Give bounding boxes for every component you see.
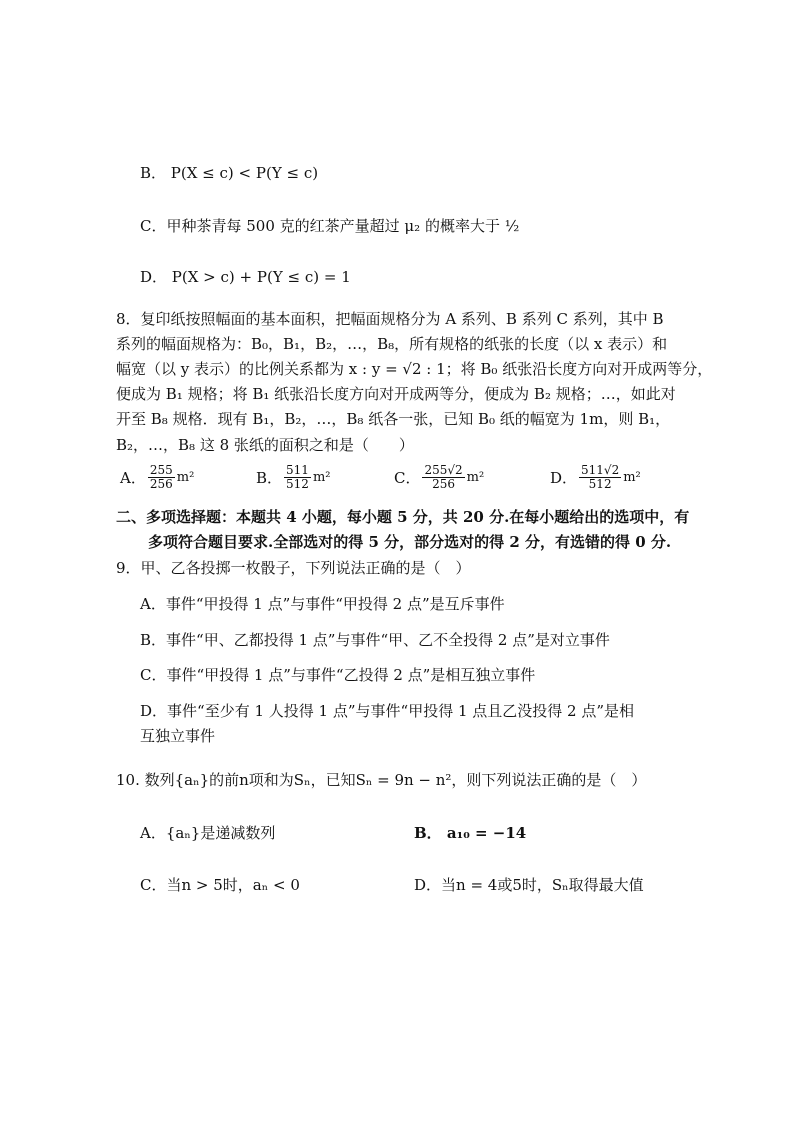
q8-stem-line-1: 8．复印纸按照幅面的基本面积，把幅面规格分为 A 系列、B 系列 C 系列，其中 B bbox=[116, 310, 664, 328]
q9-option-c: C．事件“甲投得 1 点”与事件“乙投得 2 点”是相互独立事件 bbox=[140, 666, 536, 684]
q10-stem: 10. 数列{aₙ}的前n项和为Sₙ，已知Sₙ = 9n − n²，则下列说法正确的是（ ） bbox=[116, 771, 647, 789]
section-2-heading-line-2: 多项符合题目要求.全部选对的得 5 分，部分选对的得 2 分，有选错的得 0 分. bbox=[148, 533, 672, 551]
q9-stem: 9．甲、乙各投掷一枚骰子，下列说法正确的是（ ） bbox=[116, 559, 471, 577]
q8-option-c-fraction bbox=[422, 464, 464, 491]
q8-option-b-label: B． bbox=[256, 469, 283, 487]
q8-option-a bbox=[120, 464, 256, 491]
q8-option-a-numerator: 255 bbox=[149, 463, 173, 477]
q8-option-b-fraction bbox=[284, 464, 311, 491]
q8-option-d-fraction bbox=[579, 464, 621, 491]
q8-option-a-unit: m² bbox=[176, 470, 195, 485]
q9-option-d-line-1: D．事件“至少有 1 人投得 1 点”与事件“甲投得 1 点且乙没投得 2 点”是相 bbox=[140, 702, 635, 720]
q8-stem-line-5: 开至 B₈ 规格．现有 B₁，B₂，…，B₈ 纸各一张，已知 B₀ 纸的幅宽为 1m，则 B₁， bbox=[116, 410, 671, 428]
q7-option-c: C．甲种茶青每 500 克的红茶产量超过 μ₂ 的概率大于 ½ bbox=[140, 217, 520, 235]
q7-option-b: B． P(X ≤ c) < P(Y ≤ c) bbox=[140, 164, 319, 182]
q8-option-a-fraction bbox=[148, 464, 175, 491]
q8-option-d-numerator: 511√2 bbox=[581, 463, 620, 477]
q8-option-b bbox=[256, 464, 394, 491]
q8-option-a-label: A． bbox=[120, 469, 146, 487]
section-2-heading-line-1: 二、多项选择题：本题共 4 小题，每小题 5 分，共 20 分.在每小题给出的选项中，有 bbox=[116, 508, 690, 526]
q8-option-b-numerator: 511 bbox=[286, 463, 309, 477]
q9-option-a: A．事件“甲投得 1 点”与事件“甲投得 2 点”是互斥事件 bbox=[140, 595, 505, 613]
q8-option-d-label: D． bbox=[550, 469, 578, 487]
q10-option-d: D．当n = 4或5时，Sₙ取得最大值 bbox=[414, 876, 644, 894]
q8-option-d-unit: m² bbox=[623, 470, 641, 485]
q8-stem-line-3: 幅宽（以 y 表示）的比例关系都为 x : y = √2 : 1；将 B₀ 纸张沿长度方向对开成两等分， bbox=[116, 360, 713, 378]
q8-option-c bbox=[394, 464, 550, 491]
q8-option-b-denominator: 512 bbox=[286, 477, 309, 491]
q8-option-d bbox=[550, 464, 641, 491]
q8-option-a-denominator: 256 bbox=[149, 477, 173, 491]
q8-option-c-denominator: 256 bbox=[432, 477, 456, 491]
q10-option-a: A．{aₙ}是递减数列 bbox=[140, 824, 276, 842]
q8-stem-line-6: B₂，…，B₈ 这 8 张纸的面积之和是（ ） bbox=[116, 436, 414, 454]
q8-option-c-unit: m² bbox=[466, 470, 485, 485]
q8-option-c-numerator: 255√2 bbox=[424, 463, 463, 477]
q7-option-d: D． P(X > c) + P(Y ≤ c) = 1 bbox=[140, 268, 351, 286]
q8-option-b-unit: m² bbox=[312, 470, 331, 485]
q8-stem-line-4: 便成为 B₁ 规格；将 B₁ 纸张沿长度方向对开成两等分，便成为 B₂ 规格；…，如此对 bbox=[116, 385, 676, 403]
q10-option-b: B． a₁₀ = −14 bbox=[414, 824, 527, 842]
q8-stem-line-2: 系列的幅面规格为：B₀，B₁，B₂，…，B₈，所有规格的纸张的长度（以 x 表示）和 bbox=[116, 335, 668, 353]
q9-option-d-line-2: 互独立事件 bbox=[140, 727, 216, 745]
q9-option-b: B．事件“甲、乙都投得 1 点”与事件“甲、乙不全投得 2 点”是对立事件 bbox=[140, 631, 610, 649]
q8-option-c-label: C． bbox=[394, 469, 421, 487]
q8-option-d-denominator: 512 bbox=[588, 477, 612, 491]
q10-option-c: C．当n > 5时，aₙ < 0 bbox=[140, 876, 300, 894]
q8-options bbox=[120, 464, 641, 491]
